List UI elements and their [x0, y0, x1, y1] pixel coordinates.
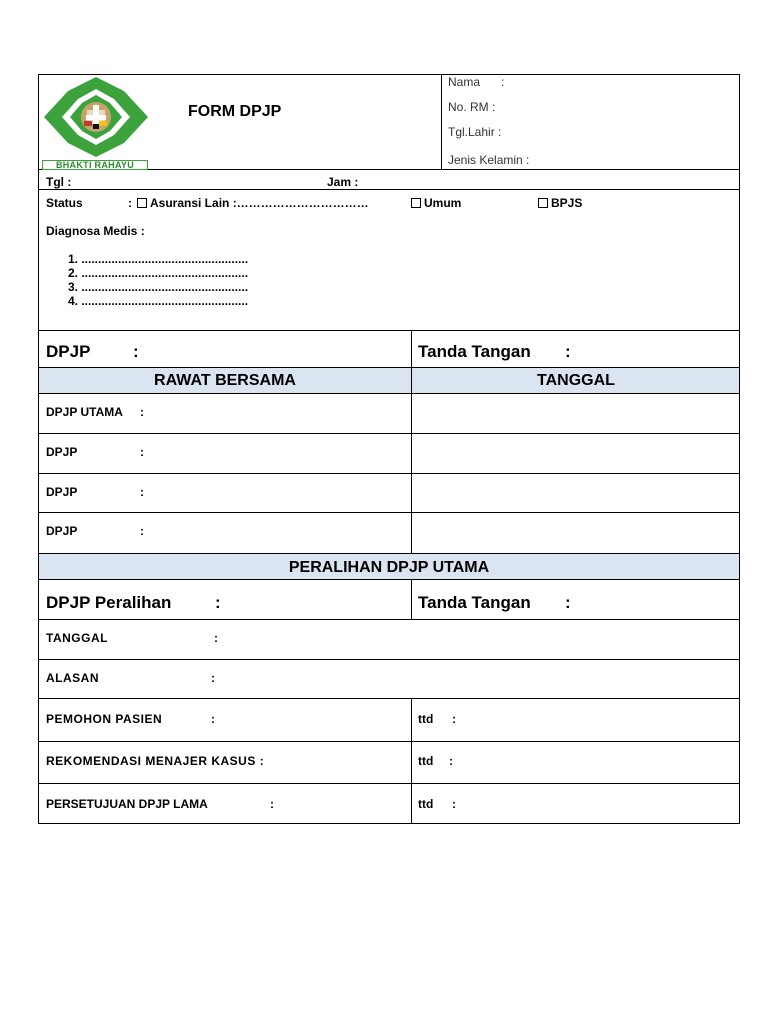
peralihan-tanda-tangan-label: Tanda Tangan — [418, 593, 531, 612]
rule — [39, 783, 739, 784]
rule — [39, 473, 739, 474]
rb-row-sep: : — [140, 445, 144, 459]
checkbox-icon[interactable] — [411, 198, 421, 208]
pemohon-label: PEMOHON PASIEN — [46, 712, 163, 726]
diagnosa-item: 2. .................................................. — [68, 266, 249, 280]
asuransi-option[interactable] — [137, 196, 369, 210]
persetujuan-label: PERSETUJUAN DPJP LAMA — [46, 797, 208, 811]
patient-dob-label: Tgl.Lahir : — [448, 125, 502, 139]
rb-row-label: DPJP — [46, 524, 78, 538]
rule — [39, 433, 739, 434]
rule — [441, 75, 442, 169]
rawat-bersama-header: RAWAT BERSAMA — [154, 372, 296, 389]
umum-label: Umum — [424, 196, 462, 210]
rekomendasi-ttd-sep: : — [449, 754, 453, 768]
rb-row-sep: : — [140, 485, 144, 499]
rule — [411, 698, 412, 823]
persetujuan-sep: : — [270, 797, 274, 811]
rb-row-label: DPJP — [46, 445, 78, 459]
status-label: Status — [46, 196, 83, 210]
pemohon-ttd-sep: : — [452, 712, 456, 726]
rule — [39, 512, 739, 513]
persetujuan-ttd: ttd — [418, 797, 434, 811]
logo-text: BHAKTI RAHAYU — [42, 160, 148, 170]
dpjp-peralihan-label: DPJP Peralihan — [46, 593, 172, 612]
tanggal-sep: : — [214, 631, 218, 645]
tanda-tangan-label: Tanda Tangan — [418, 342, 531, 361]
rule — [39, 741, 739, 742]
tgl-label: Tgl : — [46, 175, 72, 189]
umum-option[interactable] — [411, 196, 461, 210]
jam-label: Jam : — [327, 175, 359, 189]
rule — [39, 553, 739, 554]
checkbox-icon[interactable] — [137, 198, 147, 208]
diagnosa-item: 4. .................................................. — [68, 294, 249, 308]
bpjs-label: BPJS — [551, 196, 583, 210]
peralihan-header: PERALIHAN DPJP UTAMA — [288, 559, 490, 576]
diagnosa-label: Diagnosa Medis : — [46, 224, 145, 238]
asuransi-label: Asuransi Lain :…………………………… — [150, 196, 369, 210]
checkbox-icon[interactable] — [538, 198, 548, 208]
rb-row-label: DPJP UTAMA — [46, 405, 123, 419]
rule — [39, 619, 739, 620]
status-sep: : — [128, 196, 132, 210]
rekomendasi-ttd: ttd — [418, 754, 434, 768]
rb-row-sep: : — [140, 405, 144, 419]
diagnosa-item: 3. .................................................. — [68, 280, 249, 294]
pemohon-sep: : — [211, 712, 215, 726]
persetujuan-ttd-sep: : — [452, 797, 456, 811]
tanggal-label: TANGGAL — [46, 631, 108, 645]
patient-rm-label: No. RM : — [448, 100, 496, 114]
peralihan-tanda-tangan-sep: : — [565, 593, 571, 612]
alasan-sep: : — [211, 671, 215, 685]
rule — [39, 579, 739, 580]
tanda-tangan-sep: : — [565, 342, 571, 361]
bpjs-option[interactable] — [538, 196, 582, 210]
rb-row-label: DPJP — [46, 485, 78, 499]
dpjp-form — [38, 74, 740, 824]
rule — [39, 659, 739, 660]
dpjp-label: DPJP — [46, 342, 91, 361]
dpjp-sep: : — [133, 342, 139, 361]
diagnosa-item: 1. .................................................. — [68, 252, 249, 266]
patient-gender-label: Jenis Kelamin : — [448, 153, 530, 167]
patient-name-label: Nama — [448, 75, 481, 89]
pemohon-ttd: ttd — [418, 712, 434, 726]
rb-row-sep: : — [140, 524, 144, 538]
alasan-label: ALASAN — [46, 671, 99, 685]
rule — [39, 189, 739, 190]
rule — [39, 393, 739, 394]
rule — [39, 698, 739, 699]
hospital-logo-icon — [42, 75, 150, 170]
patient-name-sep: : — [501, 75, 505, 89]
dpjp-peralihan-sep: : — [215, 593, 221, 612]
tanggal-header: TANGGAL — [537, 372, 615, 389]
rule — [39, 330, 739, 331]
page-title: FORM DPJP — [188, 103, 282, 120]
rekomendasi-label: REKOMENDASI MENAJER KASUS : — [46, 754, 265, 768]
rule — [411, 330, 412, 553]
rule — [39, 367, 739, 368]
rule — [411, 579, 412, 619]
